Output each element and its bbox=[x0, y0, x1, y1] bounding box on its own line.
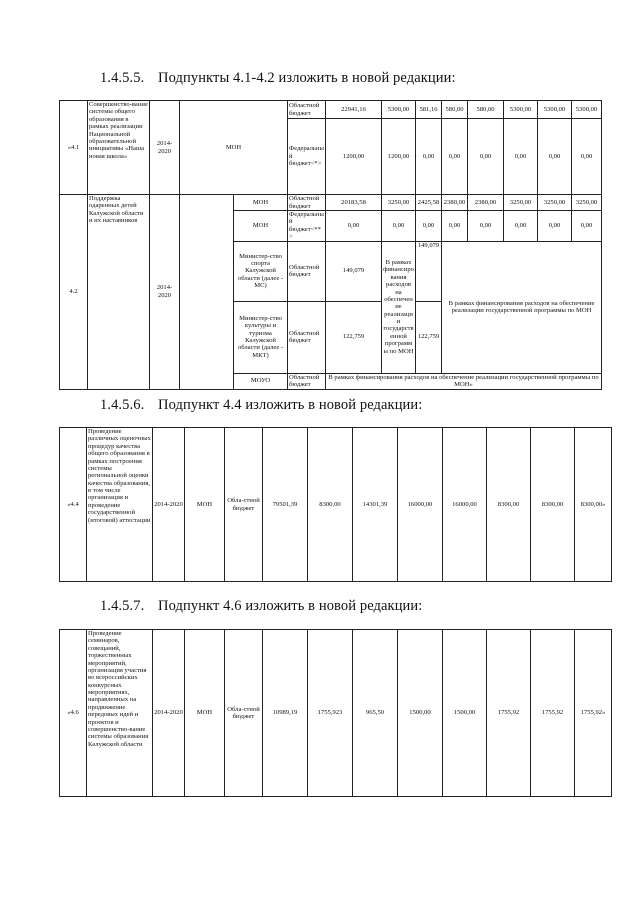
value-2017: 1500,00 bbox=[443, 630, 487, 797]
value-total: 79501,39 bbox=[263, 428, 308, 582]
table-row bbox=[60, 630, 612, 797]
section-heading-3 bbox=[100, 598, 422, 615]
heading-text: Подпункт 4.6 изложить в новой редакции: bbox=[158, 598, 423, 614]
item-executor: МОН bbox=[234, 211, 288, 242]
financing-note: В рамках финансирования расходов на обеспечение реализации государственной программы по МОН bbox=[382, 241, 416, 373]
table-item-4-6 bbox=[59, 629, 612, 797]
heading-text: Подпункты 4.1-4.2 изложить в новой редакции: bbox=[158, 70, 456, 86]
item-period: 2014-2020 bbox=[153, 428, 185, 582]
financing-note: В рамках финансирования расходов на обеспечение реализации государственной программы по МОН» bbox=[326, 373, 602, 389]
item-period: 2014-2020 bbox=[150, 195, 180, 390]
item-executor: МОУО bbox=[234, 373, 288, 389]
value-2018: 1755,92 bbox=[487, 630, 531, 797]
value-total: 149,079 bbox=[326, 241, 382, 301]
item-name: Проведение семинаров, совещаний, торжественных мероприятий, организация участия во всероссийских конкурсных мероприятиях, направленных на продвижение передовых идей и проектов и совершенство-вание системы образования Калужской области bbox=[87, 630, 153, 797]
value-total: 0,00 bbox=[326, 211, 382, 242]
value-2018: 8300,00 bbox=[487, 428, 531, 582]
value-2020: 0,00 bbox=[572, 119, 602, 195]
value-2017: 2380,00 bbox=[468, 195, 504, 211]
item-executor: МОН bbox=[185, 630, 225, 797]
value-2018: 3250,00 bbox=[504, 195, 538, 211]
table-item-4-4 bbox=[59, 427, 612, 582]
heading-number: 1.4.5.5. bbox=[100, 70, 145, 86]
value-2020: 8300,00» bbox=[575, 428, 612, 582]
item-number: 4.2 bbox=[60, 195, 88, 390]
value-total: 20183,58 bbox=[326, 195, 382, 211]
value-2020: 5300,00 bbox=[572, 101, 602, 119]
value-2019: 3250,00 bbox=[538, 195, 572, 211]
item-number: «4.6 bbox=[60, 630, 87, 797]
item-executor: Министер-ство спорта Калужской области (далее - МС) bbox=[234, 241, 288, 301]
value-2019: 1755,92 bbox=[531, 630, 575, 797]
value-2014: 3250,00 bbox=[382, 195, 416, 211]
funding-source: Областной бюджет bbox=[288, 101, 326, 119]
item-number: «4.1 bbox=[60, 101, 88, 195]
value-2018: 0,00 bbox=[504, 211, 538, 242]
value-2016: 122,759 bbox=[416, 301, 442, 373]
item-period: 2014-2020 bbox=[153, 630, 185, 797]
item-executor: МОН bbox=[234, 195, 288, 211]
value-2014: 8300,00 bbox=[308, 428, 353, 582]
value-2016: 0,00 bbox=[442, 211, 468, 242]
funding-source: Обла-стной бюджет bbox=[225, 630, 263, 797]
funding-source: Федеральный бюджет<**> bbox=[289, 211, 324, 241]
item-executor: Министер-ство культуры и туризма Калужской области (далее - МКТ) bbox=[234, 301, 288, 373]
item-executor: МОН bbox=[185, 428, 225, 582]
value-2019: 8300,00 bbox=[531, 428, 575, 582]
heading-number: 1.4.5.7. bbox=[100, 598, 145, 614]
value-2015: 14301,39 bbox=[353, 428, 398, 582]
value-2015: 0,00 bbox=[416, 119, 442, 195]
value-total: 10989,19 bbox=[263, 630, 308, 797]
value-2016: 0,00 bbox=[442, 119, 468, 195]
funding-source: Федеральный бюджет<*> bbox=[288, 119, 326, 195]
section-heading-2 bbox=[100, 397, 422, 414]
item-name: Совершенство-вание системы общего образования в рамках реализации Национальной образовательной инициативы «Наша новая школа» bbox=[88, 101, 150, 195]
item-name: Проведение различных оценочных процедур качества общего образования в рамках построения системы региональной оценки качества образования, в том числе организация и проведение государственной (итоговой) аттестации bbox=[87, 428, 153, 582]
funding-source: Обла-стной бюджет bbox=[225, 428, 263, 582]
value-2019: 5300,00 bbox=[538, 101, 572, 119]
section-heading-1 bbox=[100, 70, 456, 87]
value-2014: 0,00 bbox=[382, 211, 416, 242]
table-row bbox=[60, 195, 602, 211]
funding-source: Областной бюджет bbox=[288, 195, 326, 211]
value-2015: 0,00 bbox=[416, 211, 442, 242]
value-2016: 149,079 bbox=[416, 241, 442, 301]
value-total: 1200,00 bbox=[326, 119, 382, 195]
value-2017: 0,00 bbox=[468, 119, 504, 195]
item-executor: МОН bbox=[180, 101, 288, 195]
table-row bbox=[60, 101, 602, 119]
item-name: Поддержка одаренных детей Калужской области и их наставников bbox=[88, 195, 150, 390]
table-items-4-1-4-2 bbox=[59, 100, 602, 390]
blank-cell bbox=[180, 195, 234, 390]
item-period: 2014-2020 bbox=[150, 101, 180, 195]
value-2016: 2380,00 bbox=[442, 195, 468, 211]
item-number: «4.4 bbox=[60, 428, 87, 582]
value-2015: 581,16 bbox=[416, 101, 442, 119]
funding-source: Областной бюджет bbox=[288, 241, 326, 301]
value-2016: 580,00 bbox=[442, 101, 468, 119]
heading-text: Подпункт 4.4 изложить в новой редакции: bbox=[158, 397, 423, 413]
table-row bbox=[60, 428, 612, 582]
value-total: 122,759 bbox=[326, 301, 382, 373]
funding-source: Областной бюджет bbox=[288, 301, 326, 373]
value-2020: 3250,00 bbox=[572, 195, 602, 211]
value-2014: 5300,00 bbox=[382, 101, 416, 119]
value-2020: 0,00 bbox=[572, 211, 602, 242]
value-2018: 5300,00 bbox=[504, 101, 538, 119]
value-2020: 1755,92» bbox=[575, 630, 612, 797]
value-2014: 1755,923 bbox=[308, 630, 353, 797]
value-2014: 1200,00 bbox=[382, 119, 416, 195]
value-total: 22941,16 bbox=[326, 101, 382, 119]
value-2019: 0,00 bbox=[538, 211, 572, 242]
value-2016: 1500,00 bbox=[398, 630, 443, 797]
funding-source: Областной бюджет bbox=[288, 373, 326, 389]
heading-number: 1.4.5.6. bbox=[100, 397, 145, 413]
financing-note: В рамках финансирования расходов на обеспечение реализации государственной программы по МОН bbox=[442, 241, 602, 373]
value-2017: 0,00 bbox=[468, 211, 504, 242]
value-2015: 2425,58 bbox=[416, 195, 442, 211]
value-2017: 16000,00 bbox=[443, 428, 487, 582]
value-2017: 580,00 bbox=[468, 101, 504, 119]
value-2016: 16000,00 bbox=[398, 428, 443, 582]
value-2018: 0,00 bbox=[504, 119, 538, 195]
value-2019: 0,00 bbox=[538, 119, 572, 195]
value-2015: 965,50 bbox=[353, 630, 398, 797]
